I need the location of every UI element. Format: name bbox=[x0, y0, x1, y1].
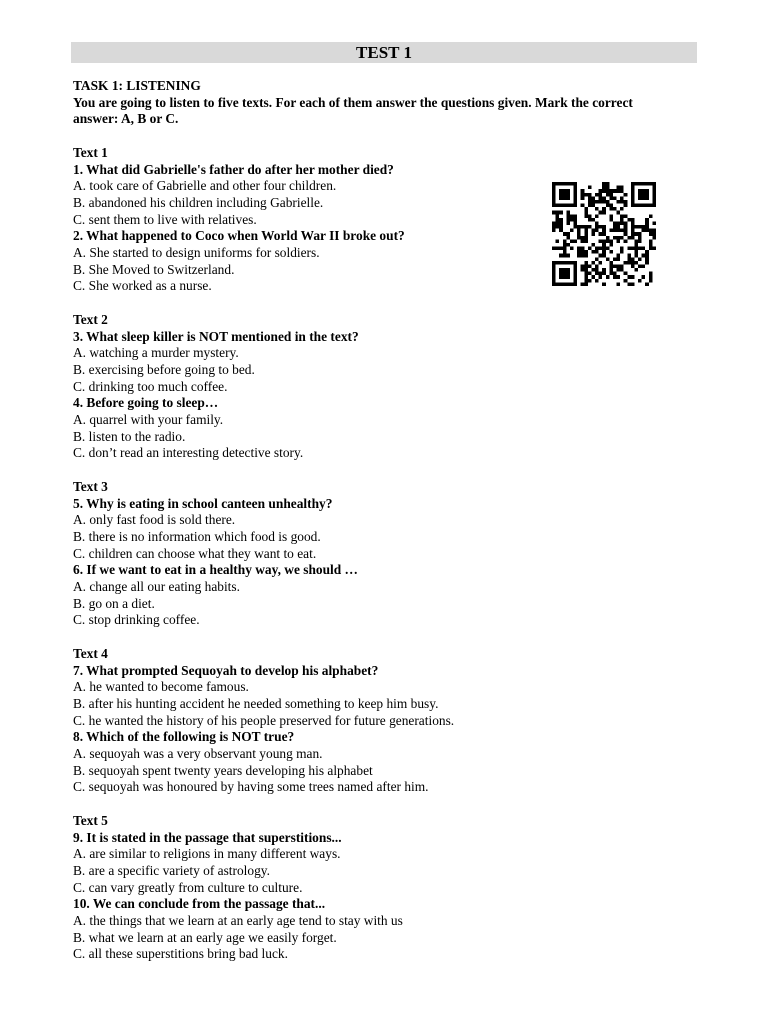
question-text: 5. Why is eating in school canteen unhealthy? bbox=[73, 495, 333, 511]
section-spacer bbox=[73, 629, 698, 646]
question-text: 8. Which of the following is NOT true? bbox=[73, 729, 295, 745]
answer-option: C. drinking too much coffee. bbox=[73, 378, 228, 394]
answer-option: B. sequoyah spent twenty years developing his alphabet bbox=[73, 762, 373, 778]
question-text: 10. We can conclude from the passage that... bbox=[73, 896, 326, 912]
question-text: 9. It is stated in the passage that superstitions... bbox=[73, 829, 342, 845]
qr-code-icon bbox=[549, 182, 659, 286]
answer-option: C. he wanted the history of his people preserved for future generations. bbox=[73, 712, 455, 728]
answer-option: A. only fast food is sold there. bbox=[73, 512, 236, 528]
question-text: 1. What did Gabrielle's father do after her mother died? bbox=[73, 161, 394, 177]
answer-option: C. sequoyah was honoured by having some trees named after him. bbox=[73, 779, 429, 795]
answer-option: A. he wanted to become famous. bbox=[73, 679, 249, 695]
answer-option: B. after his hunting accident he needed something to keep him busy. bbox=[73, 695, 439, 711]
answer-option: C. stop drinking coffee. bbox=[73, 612, 200, 628]
text-section-label: Text 4 bbox=[73, 645, 108, 661]
answer-option: A. change all our eating habits. bbox=[73, 579, 240, 595]
section-spacer bbox=[73, 295, 698, 312]
answer-option: B. listen to the radio. bbox=[73, 428, 186, 444]
answer-option: A. sequoyah was a very observant young man. bbox=[73, 746, 323, 762]
text-section-label: Text 3 bbox=[73, 478, 108, 494]
text-section-label: Text 2 bbox=[73, 311, 108, 327]
answer-option: A. watching a murder mystery. bbox=[73, 345, 239, 361]
question-text: 3. What sleep killer is NOT mentioned in the text? bbox=[73, 328, 359, 344]
answer-option: B. go on a diet. bbox=[73, 595, 155, 611]
answer-option: B. abandoned his children including Gabrielle. bbox=[73, 194, 324, 210]
text-section-label: Text 1 bbox=[73, 144, 108, 160]
answer-option: A. took care of Gabrielle and other four children. bbox=[73, 178, 337, 194]
question-text: 2. What happened to Coco when World War II broke out? bbox=[73, 228, 405, 244]
question-text: 7. What prompted Sequoyah to develop his alphabet? bbox=[73, 662, 379, 678]
answer-option: C. sent them to live with relatives. bbox=[73, 211, 257, 227]
question-text: 4. Before going to sleep… bbox=[73, 395, 219, 411]
task-instructions-line-1: You are going to listen to five texts. For each of them answer the questions given. Mark the correct bbox=[73, 94, 633, 110]
answer-option: C. all these superstitions bring bad luck. bbox=[73, 946, 288, 962]
text-section-label: Text 5 bbox=[73, 812, 108, 828]
answer-option: B. exercising before going to bed. bbox=[73, 361, 255, 377]
answer-option: A. the things that we learn at an early age tend to stay with us bbox=[73, 913, 403, 929]
answer-option: C. children can choose what they want to eat. bbox=[73, 545, 317, 561]
task-heading: TASK 1: LISTENING bbox=[73, 78, 201, 93]
answer-option: C. don’t read an interesting detective story. bbox=[73, 445, 304, 461]
answer-option: C. can vary greatly from culture to culture. bbox=[73, 879, 303, 895]
answer-option: B. there is no information which food is good. bbox=[73, 528, 321, 544]
answer-option: B. what we learn at an early age we easily forget. bbox=[73, 929, 337, 945]
task-instructions-line-2: answer: A, B or C. bbox=[73, 111, 179, 127]
answer-option: C. She worked as a nurse. bbox=[73, 278, 212, 294]
page-title: TEST 1 bbox=[71, 42, 697, 63]
answer-option: A. quarrel with your family. bbox=[73, 412, 224, 428]
section-spacer bbox=[73, 462, 698, 479]
section-spacer bbox=[73, 796, 698, 813]
answer-option: A. She started to design uniforms for soldiers. bbox=[73, 245, 320, 261]
answer-option: B. are a specific variety of astrology. bbox=[73, 862, 270, 878]
answer-option: B. She Moved to Switzerland. bbox=[73, 261, 235, 277]
question-text: 6. If we want to eat in a healthy way, we should … bbox=[73, 562, 358, 578]
answer-option: A. are similar to religions in many different ways. bbox=[73, 846, 341, 862]
section-spacer bbox=[73, 128, 698, 145]
